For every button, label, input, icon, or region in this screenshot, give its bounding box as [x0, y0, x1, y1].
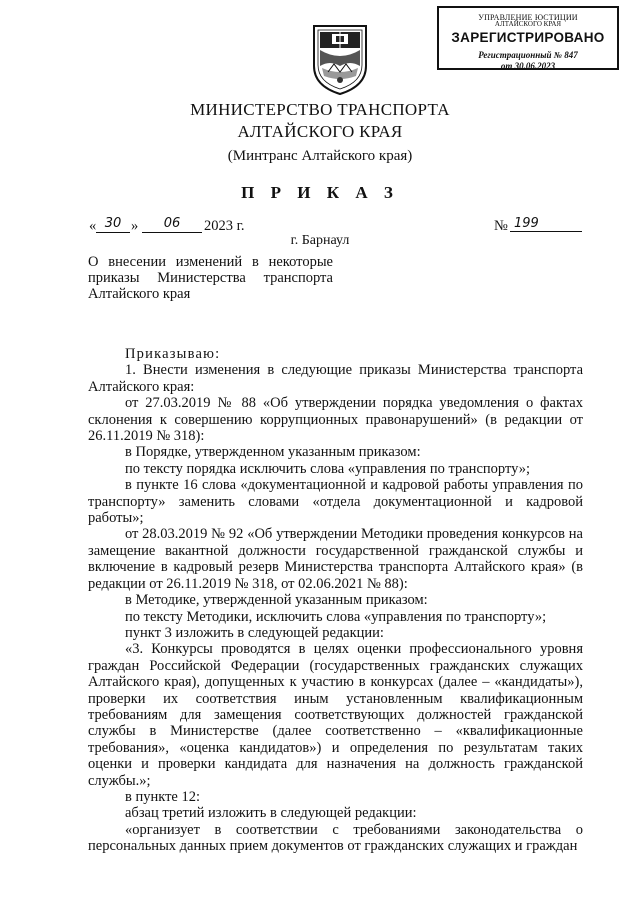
- body-paragraph: «организует в соответствии с требованиями законодательства о персональных данных прием документов от гражданских служащих и граждан: [88, 821, 583, 855]
- order-number-field: 199: [510, 216, 582, 232]
- ministry-short-name: (Минтранс Алтайского края): [227, 148, 413, 164]
- body-paragraph: в пункте 16 слова «документационной и кадровой работы управления по транспорту» заменить словами «отдела документационной и кадровой работы»;: [88, 477, 583, 527]
- body-paragraph: абзац третий изложить в следующей редакции:: [125, 805, 417, 822]
- issue-city: г. Барнаул: [290, 233, 350, 248]
- date-open-quote: «: [89, 218, 97, 234]
- order-body: [88, 346, 583, 855]
- stamp-authority-line1: УПРАВЛЕНИЕ ЮСТИЦИИ: [478, 13, 578, 22]
- ministry-name-line2: АЛТАЙСКОГО КРАЯ: [237, 122, 403, 141]
- body-paragraph: в Методике, утвержденной указанным приказом:: [125, 592, 428, 609]
- body-paragraph: от 27.03.2019 № 88 «Об утверждении порядка уведомления о фактах склонения к совершению коррупционных правонарушений» (в редакции от 26.11.2019 № 318):: [88, 395, 583, 445]
- coat-of-arms-icon: [310, 22, 370, 96]
- body-paragraph: в пункте 12:: [125, 788, 201, 805]
- date-month-field: 06: [142, 216, 202, 233]
- order-subject: [88, 254, 333, 302]
- stamp-authority-line2: АЛТАЙСКОГО КРАЯ: [494, 20, 562, 28]
- date-day-field: 30: [96, 216, 130, 233]
- document-type-title: П Р И К А З: [241, 183, 399, 202]
- order-directive: Приказываю:: [125, 346, 221, 362]
- subject-line: приказы Министерства транспорта: [88, 270, 333, 286]
- date-close-quote: »: [131, 218, 139, 234]
- order-number-label: №: [494, 218, 508, 234]
- subject-line: Алтайского края: [88, 286, 191, 302]
- body-paragraph: «3. Конкурсы проводятся в целях оценки профессионального уровня граждан Российской Федерации (государственных гражданских служащих Алтайского края), допущенных к участию в конкурсах (далее – «кандидаты»), проверки их соответствия иным установленным квалификационным требованиям для замещения соответствующих должностей гражданской службы в Министерстве (далее соответственно – «квалификационные требования», «оценка кандидатов») и определения по результатам таких оценки и проверки кандидата для назначения на должность гражданской службы.»;: [88, 641, 583, 789]
- body-paragraph: в Порядке, утвержденном указанным приказом:: [125, 444, 421, 461]
- body-paragraph: 1. Внести изменения в следующие приказы Министерства транспорта Алтайского края:: [88, 362, 583, 395]
- registration-stamp: [437, 6, 619, 70]
- subject-line: О внесении изменений в некоторые: [88, 254, 333, 270]
- body-paragraph: пункт 3 изложить в следующей редакции:: [125, 624, 384, 641]
- body-paragraph: по тексту порядка исключить слова «управления по транспорту»;: [125, 460, 530, 477]
- body-paragraph: от 28.03.2019 № 92 «Об утверждении Методики проведения конкурсов на замещение вакантной должности государственной гражданской службы и включение в кадровый резерв Министерства транспорта Алтайского края» (в редакции от 26.11.2019 № 318, от 02.06.2021 № 88):: [88, 526, 583, 592]
- body-paragraph: по тексту Методики, исключить слова «управления по транспорту»;: [125, 608, 547, 625]
- stamp-status: ЗАРЕГИСТРИРОВАНО: [451, 30, 605, 45]
- stamp-reg-date: от 30.06.2023: [500, 61, 556, 71]
- date-year: 2023 г.: [204, 218, 245, 234]
- ministry-name-line1: МИНИСТЕРСТВО ТРАНСПОРТА: [190, 100, 450, 119]
- stamp-reg-number: Регистрационный № 847: [478, 50, 578, 60]
